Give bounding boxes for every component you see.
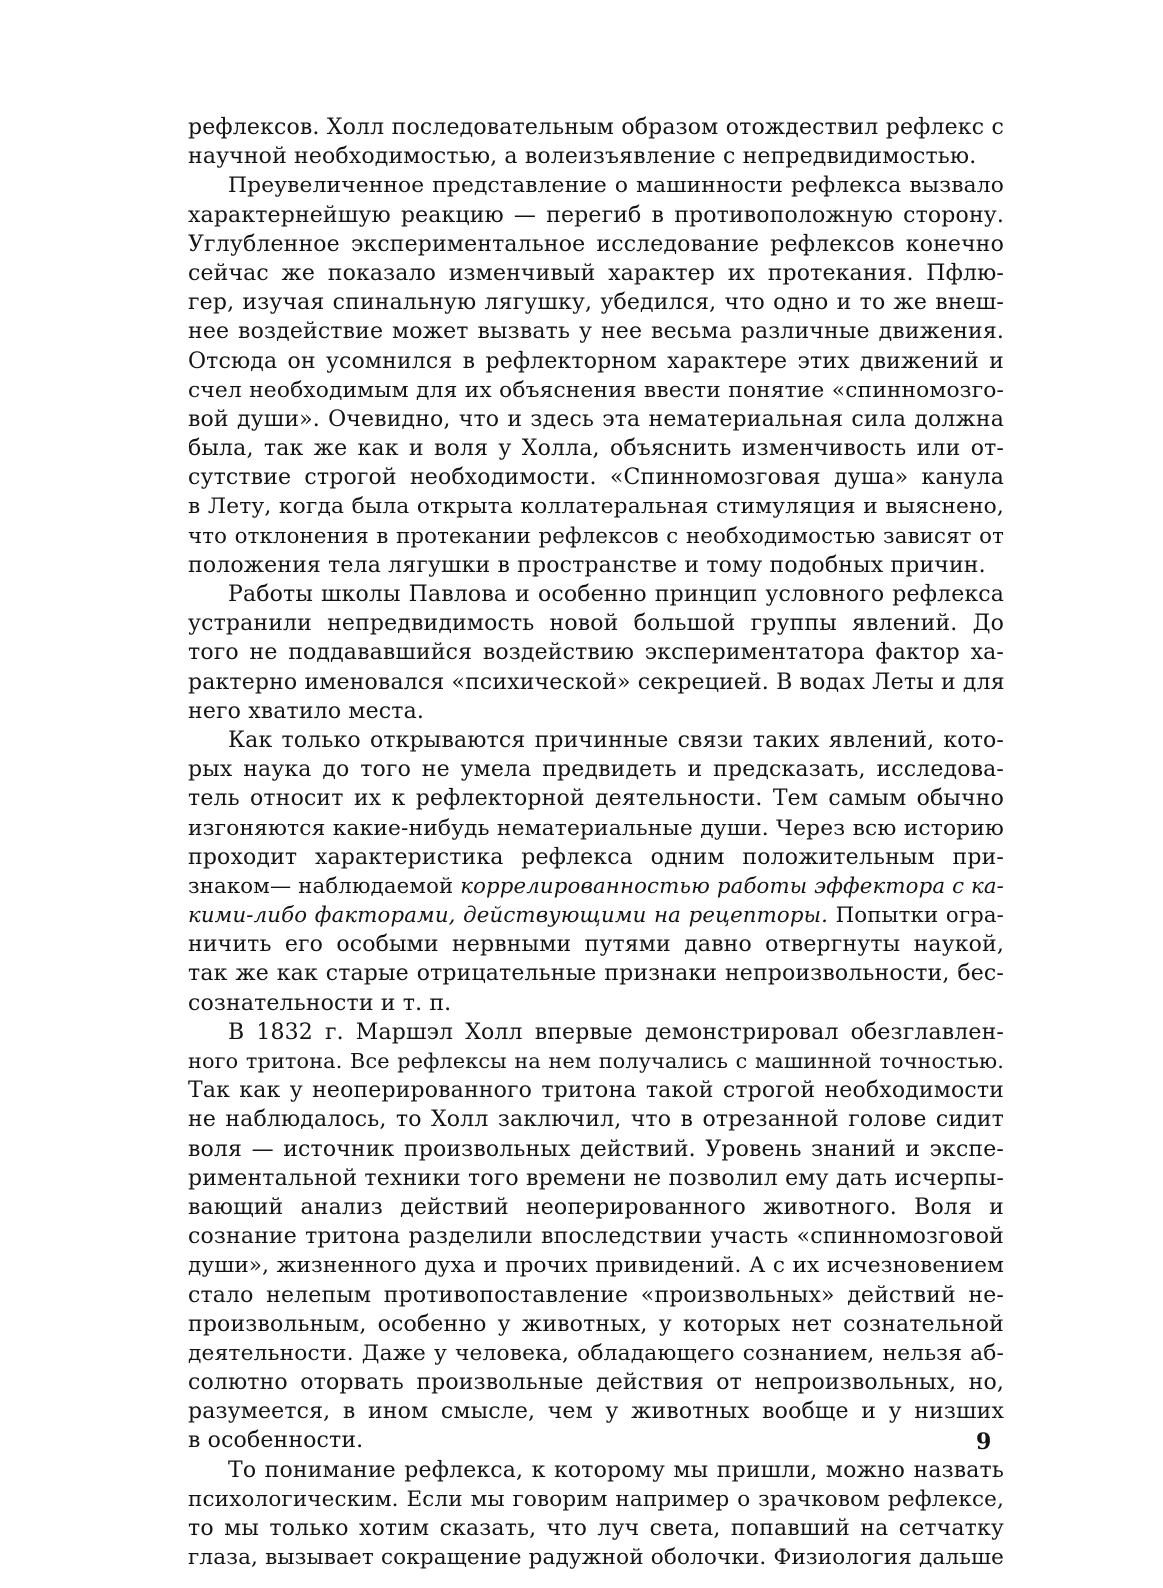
text-segment: стало нелепым противопоставление «произвольных» действий не- <box>188 1282 1004 1308</box>
text-segment: ничить его особыми нервными путями давно отвергнуты наукой, <box>188 932 1004 958</box>
text-line <box>188 463 1004 492</box>
text-segment: ного тритона. Все рефлексы на нем получались с машинной точностью. <box>188 1049 1004 1073</box>
text-segment: гер, изучая спинальную лягушку, убедился, что одно и то же внеш- <box>188 290 1004 316</box>
text-segment: того не поддававшийся воздействию экспериментатора фактор ха- <box>188 640 1004 666</box>
text-line <box>188 1222 1004 1251</box>
text-line <box>188 1135 1004 1164</box>
text-line <box>188 1018 1004 1047</box>
page-number: 9 <box>976 1429 992 1455</box>
text-line <box>188 1543 1004 1572</box>
text-line <box>188 1076 1004 1105</box>
text-segment: Отсюда он усомнился в рефлекторном характере этих движений и <box>188 348 1004 374</box>
text-segment: положения тела лягушки в пространстве и тому подобных причин. <box>188 552 986 578</box>
text-segment: Работы школы Павлова и особенно принцип условного рефлекса <box>228 582 1004 607</box>
text-segment: Так как у неоперированного тритона такой строгой необходимости <box>188 1078 1004 1104</box>
text-line <box>188 726 1004 755</box>
text-segment: вающий анализ действий неоперированного животного. Воля и <box>188 1194 1004 1220</box>
text-segment: произвольным, особенно у животных, у которых нет сознательной <box>188 1311 1004 1337</box>
text-segment: Попытки огра- <box>828 903 1005 929</box>
text-line <box>188 142 1004 171</box>
text-segment: характернейшую реакцию — перегиб в противоположную сторону. <box>188 202 1004 228</box>
text-line <box>188 1251 1004 1280</box>
text-line <box>188 1368 1004 1397</box>
text-line <box>188 1456 1004 1485</box>
text-segment: Как только открываются причинные связи таких явлений, кото- <box>228 727 1004 753</box>
text-line <box>188 230 1004 259</box>
text-line <box>188 697 1004 726</box>
text-line <box>188 522 1004 551</box>
text-segment: сутствие строгой необходимости. «Спинномозговая душа» канула <box>188 465 1004 491</box>
text-line <box>188 405 1004 434</box>
text-segment: тель относит их к рефлекторной деятельности. Тем самым обычно <box>188 786 1004 812</box>
text-line <box>188 784 1004 813</box>
text-segment: рефлексов. Холл последовательным образом отождествил рефлекс с <box>188 115 1004 140</box>
text-segment: деятельности. Даже у человека, обладающего сознанием, нельзя аб- <box>188 1340 1004 1366</box>
text-segment: В 1832 г. Маршэл Холл впервые демонстрировал обезглавлен- <box>228 1019 1004 1045</box>
body-text <box>188 113 1004 1572</box>
text-segment: психологическим. Если мы говорим например о зрачковом рефлексе, <box>188 1486 1004 1512</box>
text-line <box>188 376 1004 405</box>
text-line <box>188 1485 1004 1514</box>
text-segment: научной необходимостью, а волеизъявление с непредвидимостью. <box>188 144 977 170</box>
text-line <box>188 288 1004 317</box>
text-segment: Углубленное экспериментальное исследование рефлексов конечно <box>188 231 1004 257</box>
italic-segment: коррелированностью работы эффектора с ка- <box>460 873 1005 899</box>
text-line <box>188 609 1004 638</box>
text-segment: в особенности. <box>188 1428 364 1454</box>
text-segment: Преувеличенное представление о машинности рефлекса вызвало <box>228 173 1004 199</box>
text-line <box>188 201 1004 230</box>
text-line <box>188 1339 1004 1368</box>
text-segment: сознательности и т. п. <box>188 990 452 1016</box>
text-line <box>188 1514 1004 1543</box>
text-segment: сознание тритона разделили впоследствии участь «спинномозговой <box>188 1224 1004 1250</box>
text-line <box>188 1105 1004 1134</box>
text-line <box>188 668 1004 697</box>
text-line <box>188 434 1004 463</box>
text-line <box>188 1047 1004 1076</box>
text-segment: сейчас же показало изменчивый характер их протекания. Пфлю- <box>188 260 1004 286</box>
text-segment: изгоняются какие-нибудь нематериальные души. Через всю историю <box>188 815 1004 841</box>
text-line <box>188 492 1004 521</box>
text-segment: воля — источник произвольных действий. Уровень знаний и экспе- <box>188 1136 1004 1162</box>
text-line <box>188 171 1004 200</box>
text-segment: солютно оторвать произвольные действия от непроизвольных, но, <box>188 1370 1004 1396</box>
text-segment: знаком— наблюдаемой <box>188 873 461 899</box>
text-segment: была, так же как и воля у Холла, объяснить изменчивость или от- <box>188 436 1004 462</box>
text-segment: то мы только хотим сказать, что луч света, попавший на сетчатку <box>188 1516 1004 1541</box>
text-segment: души», жизненного духа и прочих привидений. А с их исчезновением <box>188 1253 1004 1279</box>
text-segment: разумеется, в ином смысле, чем у животных вообще и у низших <box>188 1399 1004 1425</box>
text-segment: риментальной техники того времени не позволил ему дать исчерпы- <box>188 1165 1004 1191</box>
text-segment: так же как старые отрицательные признаки непроизвольности, бес- <box>188 961 1004 987</box>
text-line <box>188 1397 1004 1426</box>
text-line <box>188 872 1004 901</box>
text-segment: рых наука до того не умела предвидеть и предсказать, исследова- <box>188 757 1004 783</box>
text-segment: рактерно именовался «психической» секрецией. В водах Леты и для <box>188 669 1005 695</box>
text-line <box>188 113 1004 142</box>
text-line <box>188 989 1004 1018</box>
text-line <box>188 1193 1004 1222</box>
text-segment: проходит характеристика рефлекса одним положительным при- <box>188 844 1004 870</box>
text-segment: него хватило места. <box>188 698 424 724</box>
italic-segment: кими-либо факторами, действующими на рецепторы. <box>188 903 828 929</box>
text-segment: что отклонения в протекании рефлексов с необходимостью зависят от <box>188 523 1004 549</box>
text-line <box>188 930 1004 959</box>
text-line <box>188 959 1004 988</box>
text-line <box>188 814 1004 843</box>
text-segment: устранили непредвидимость новой большой группы явлений. До <box>188 611 1004 637</box>
text-line <box>188 317 1004 346</box>
text-line <box>188 1310 1004 1339</box>
text-line <box>188 638 1004 667</box>
text-line <box>188 901 1004 930</box>
text-line <box>188 1164 1004 1193</box>
text-segment: счел необходимым для их объяснения ввести понятие «спинномозго- <box>188 377 1004 403</box>
text-segment: в Лету, когда была открыта коллатеральная стимуляция и выяснено, <box>188 494 1004 520</box>
text-segment: глаза, вызывает сокращение радужной оболочки. Физиология дальше <box>188 1545 1004 1571</box>
text-segment: не наблюдалось, то Холл заключил, что в отрезанной голове сидит <box>188 1107 1004 1133</box>
text-line <box>188 1281 1004 1310</box>
text-segment: вой души». Очевидно, что и здесь эта нематериальная сила должна <box>188 406 1004 432</box>
text-line <box>188 580 1004 609</box>
text-segment: нее воздействие может вызвать у нее весьма различные движения. <box>188 319 1004 345</box>
text-line <box>188 259 1004 288</box>
text-line <box>188 843 1004 872</box>
text-line <box>188 755 1004 784</box>
text-line <box>188 551 1004 580</box>
text-line <box>188 1426 1004 1455</box>
text-line <box>188 347 1004 376</box>
text-segment: То понимание рефлекса, к которому мы пришли, можно назвать <box>228 1457 1004 1483</box>
